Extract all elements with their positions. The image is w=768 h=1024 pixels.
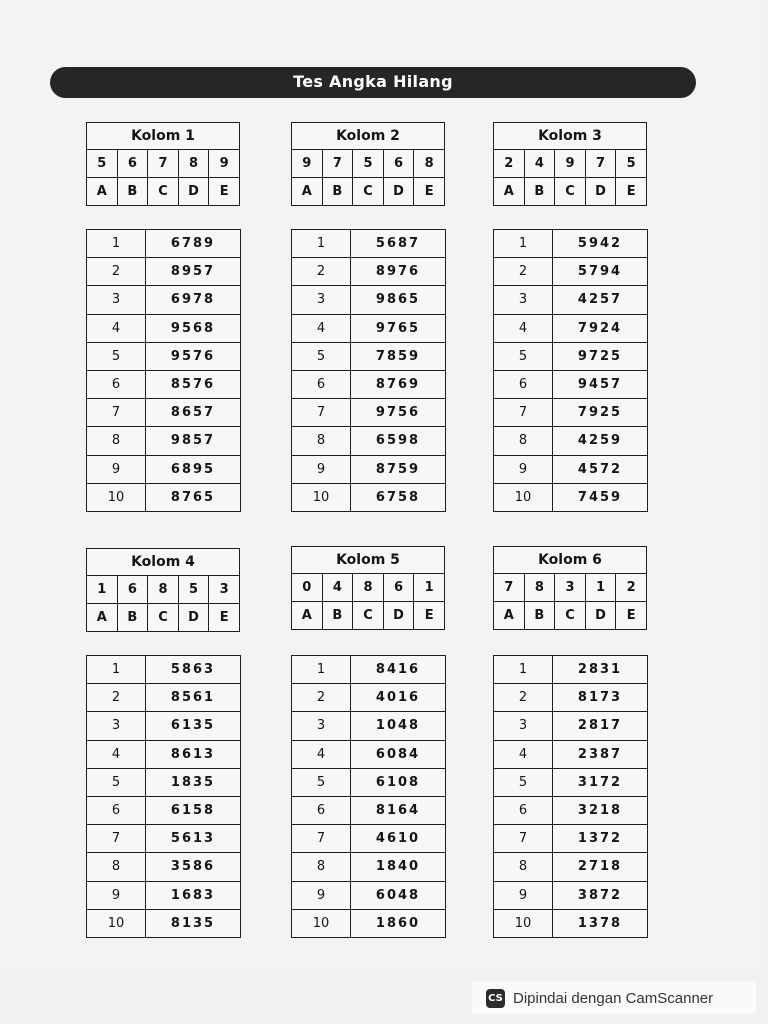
question-value: 9756	[351, 399, 446, 427]
key-letter: A	[292, 178, 323, 206]
question-number: 5	[292, 342, 351, 370]
question-number: 5	[494, 768, 553, 796]
question-value: 4257	[553, 286, 648, 314]
key-digit: 5	[353, 150, 384, 178]
question-value: 3872	[553, 881, 648, 909]
question-value: 6108	[351, 768, 446, 796]
question-number: 4	[494, 314, 553, 342]
question-value: 6048	[351, 881, 446, 909]
table-row	[494, 230, 648, 258]
key-letter: E	[414, 178, 445, 206]
table-row	[87, 342, 241, 370]
question-value: 8759	[351, 455, 446, 483]
question-value: 9576	[146, 342, 241, 370]
question-number: 1	[494, 656, 553, 684]
table-row	[494, 740, 648, 768]
question-number: 2	[494, 684, 553, 712]
key-digit: 4	[524, 150, 555, 178]
key-digit: 5	[616, 150, 647, 178]
key-digit: 4	[322, 574, 353, 602]
key-table	[493, 546, 647, 630]
key-digit: 7	[148, 150, 179, 178]
question-number: 7	[87, 825, 146, 853]
table-row	[494, 656, 648, 684]
question-number: 4	[292, 314, 351, 342]
question-number: 9	[292, 881, 351, 909]
key-table-block	[493, 122, 647, 206]
question-value: 4610	[351, 825, 446, 853]
table-row	[292, 909, 446, 937]
table-row	[292, 853, 446, 881]
question-value: 6758	[351, 483, 446, 511]
key-letter: A	[87, 178, 118, 206]
question-value: 1840	[351, 853, 446, 881]
key-digit: 8	[353, 574, 384, 602]
key-letter: B	[524, 602, 555, 630]
question-table	[493, 229, 648, 512]
watermark-text: Dipindai dengan CamScanner	[513, 989, 714, 1007]
key-letter: C	[148, 178, 179, 206]
question-number: 3	[494, 286, 553, 314]
column-heading: Kolom 2	[292, 123, 445, 150]
table-row	[87, 483, 241, 511]
question-number: 2	[292, 258, 351, 286]
key-table-block	[86, 122, 240, 206]
question-table-block	[291, 655, 446, 938]
key-letter: D	[178, 604, 209, 632]
key-table-block	[291, 546, 445, 630]
table-row	[87, 684, 241, 712]
table-row	[494, 825, 648, 853]
table-row	[292, 427, 446, 455]
table-row	[494, 768, 648, 796]
table-row	[292, 314, 446, 342]
question-number: 6	[292, 370, 351, 398]
camscanner-logo-icon: CS	[486, 989, 505, 1008]
question-value: 4572	[553, 455, 648, 483]
key-letter: E	[209, 178, 240, 206]
question-value: 6978	[146, 286, 241, 314]
table-row	[87, 455, 241, 483]
key-letter: A	[292, 602, 323, 630]
question-number: 1	[87, 230, 146, 258]
question-value: 8135	[146, 909, 241, 937]
question-value: 4016	[351, 684, 446, 712]
question-table-block	[493, 229, 648, 512]
question-value: 2718	[553, 853, 648, 881]
question-value: 9765	[351, 314, 446, 342]
question-number: 7	[494, 399, 553, 427]
question-number: 5	[87, 342, 146, 370]
question-number: 10	[292, 909, 351, 937]
key-digit: 8	[414, 150, 445, 178]
table-row	[87, 656, 241, 684]
question-value: 6158	[146, 796, 241, 824]
question-table	[86, 229, 241, 512]
key-letter: B	[322, 178, 353, 206]
column-heading: Kolom 1	[87, 123, 240, 150]
question-number: 7	[494, 825, 553, 853]
table-row	[494, 684, 648, 712]
question-number: 3	[292, 712, 351, 740]
question-value: 1683	[146, 881, 241, 909]
table-row	[87, 258, 241, 286]
key-digit: 1	[87, 576, 118, 604]
key-letter: B	[117, 178, 148, 206]
question-table	[291, 655, 446, 938]
table-row	[292, 258, 446, 286]
question-number: 2	[292, 684, 351, 712]
question-value: 8976	[351, 258, 446, 286]
key-letter: B	[524, 178, 555, 206]
question-number: 6	[292, 796, 351, 824]
question-number: 10	[87, 909, 146, 937]
question-number: 9	[87, 881, 146, 909]
question-number: 1	[292, 230, 351, 258]
table-row	[494, 796, 648, 824]
question-number: 5	[494, 342, 553, 370]
question-value: 2831	[553, 656, 648, 684]
key-letter: C	[353, 178, 384, 206]
key-table-block	[86, 548, 240, 632]
table-row	[494, 399, 648, 427]
key-letter: D	[585, 178, 616, 206]
question-number: 7	[292, 399, 351, 427]
question-value: 1048	[351, 712, 446, 740]
key-letter: C	[555, 602, 586, 630]
key-table	[86, 122, 240, 206]
question-number: 2	[494, 258, 553, 286]
question-table-block	[291, 229, 446, 512]
question-number: 4	[87, 740, 146, 768]
question-table	[291, 229, 446, 512]
key-digit: 9	[555, 150, 586, 178]
table-row	[292, 483, 446, 511]
question-value: 5863	[146, 656, 241, 684]
table-row	[87, 286, 241, 314]
key-digit: 6	[383, 574, 414, 602]
key-letter: B	[322, 602, 353, 630]
question-number: 9	[494, 881, 553, 909]
table-row	[494, 314, 648, 342]
question-value: 5942	[553, 230, 648, 258]
key-letter: E	[616, 178, 647, 206]
question-value: 7459	[553, 483, 648, 511]
key-digit: 2	[616, 574, 647, 602]
table-row	[292, 684, 446, 712]
question-number: 6	[494, 796, 553, 824]
table-row	[292, 399, 446, 427]
question-value: 1372	[553, 825, 648, 853]
key-digit: 7	[585, 150, 616, 178]
question-number: 3	[292, 286, 351, 314]
question-value: 6084	[351, 740, 446, 768]
question-value: 6135	[146, 712, 241, 740]
key-digit: 0	[292, 574, 323, 602]
column-heading: Kolom 5	[292, 547, 445, 574]
question-value: 5687	[351, 230, 446, 258]
question-value: 9865	[351, 286, 446, 314]
key-digit: 9	[209, 150, 240, 178]
question-value: 8561	[146, 684, 241, 712]
key-digit: 7	[322, 150, 353, 178]
key-digit: 6	[117, 150, 148, 178]
table-row	[87, 740, 241, 768]
table-row	[292, 230, 446, 258]
key-letter: D	[383, 178, 414, 206]
question-number: 8	[87, 853, 146, 881]
question-value: 6789	[146, 230, 241, 258]
key-digit: 1	[585, 574, 616, 602]
key-letter: D	[383, 602, 414, 630]
question-number: 10	[494, 483, 553, 511]
question-number: 4	[494, 740, 553, 768]
table-row	[87, 825, 241, 853]
question-number: 3	[87, 286, 146, 314]
table-row	[87, 796, 241, 824]
table-row	[87, 399, 241, 427]
table-row	[494, 483, 648, 511]
question-number: 3	[494, 712, 553, 740]
question-number: 10	[87, 483, 146, 511]
question-number: 9	[87, 455, 146, 483]
key-digit: 2	[494, 150, 525, 178]
question-number: 3	[87, 712, 146, 740]
question-number: 10	[494, 909, 553, 937]
question-table	[493, 655, 648, 938]
table-row	[292, 342, 446, 370]
table-row	[87, 909, 241, 937]
key-letter: A	[494, 178, 525, 206]
question-number: 2	[87, 258, 146, 286]
table-row	[87, 230, 241, 258]
column-heading: Kolom 4	[87, 549, 240, 576]
table-row	[494, 370, 648, 398]
column-heading: Kolom 3	[494, 123, 647, 150]
column-heading: Kolom 6	[494, 547, 647, 574]
question-number: 8	[494, 427, 553, 455]
question-value: 2817	[553, 712, 648, 740]
question-value: 5794	[553, 258, 648, 286]
key-digit: 5	[178, 576, 209, 604]
question-number: 10	[292, 483, 351, 511]
question-value: 9457	[553, 370, 648, 398]
table-row	[292, 825, 446, 853]
question-value: 7859	[351, 342, 446, 370]
question-table-block	[86, 229, 241, 512]
table-row	[87, 370, 241, 398]
question-number: 7	[87, 399, 146, 427]
key-digit: 9	[292, 150, 323, 178]
question-value: 7924	[553, 314, 648, 342]
table-row	[87, 314, 241, 342]
key-letter: D	[585, 602, 616, 630]
table-row	[494, 427, 648, 455]
table-row	[494, 455, 648, 483]
question-value: 2387	[553, 740, 648, 768]
question-number: 6	[87, 796, 146, 824]
question-value: 8173	[553, 684, 648, 712]
key-digit: 3	[209, 576, 240, 604]
question-number: 8	[87, 427, 146, 455]
question-value: 3586	[146, 853, 241, 881]
question-value: 9857	[146, 427, 241, 455]
key-letter: E	[616, 602, 647, 630]
key-digit: 6	[383, 150, 414, 178]
question-value: 8657	[146, 399, 241, 427]
camscanner-watermark	[472, 982, 756, 1014]
table-row	[87, 881, 241, 909]
question-value: 7925	[553, 399, 648, 427]
question-value: 8765	[146, 483, 241, 511]
key-digit: 8	[524, 574, 555, 602]
key-digit: 6	[117, 576, 148, 604]
key-digit: 5	[87, 150, 118, 178]
table-row	[292, 370, 446, 398]
key-letter: E	[414, 602, 445, 630]
key-digit: 1	[414, 574, 445, 602]
key-letter: C	[148, 604, 179, 632]
title-banner	[50, 67, 696, 98]
key-letter: C	[353, 602, 384, 630]
question-number: 2	[87, 684, 146, 712]
key-table	[291, 546, 445, 630]
question-value: 8769	[351, 370, 446, 398]
question-value: 6598	[351, 427, 446, 455]
page-title: Tes Angka Hilang	[293, 72, 453, 91]
table-row	[494, 342, 648, 370]
table-row	[87, 768, 241, 796]
table-row	[292, 881, 446, 909]
table-row	[292, 286, 446, 314]
question-value: 8164	[351, 796, 446, 824]
question-value: 8576	[146, 370, 241, 398]
question-table-block	[493, 655, 648, 938]
question-value: 1835	[146, 768, 241, 796]
table-row	[494, 712, 648, 740]
key-table	[291, 122, 445, 206]
key-digit: 7	[494, 574, 525, 602]
key-letter: A	[87, 604, 118, 632]
table-row	[494, 881, 648, 909]
key-letter: A	[494, 602, 525, 630]
question-number: 1	[494, 230, 553, 258]
table-row	[292, 712, 446, 740]
question-number: 4	[292, 740, 351, 768]
table-row	[494, 909, 648, 937]
question-table-block	[86, 655, 241, 938]
key-table	[493, 122, 647, 206]
question-value: 8613	[146, 740, 241, 768]
question-number: 7	[292, 825, 351, 853]
question-value: 5613	[146, 825, 241, 853]
table-row	[292, 656, 446, 684]
table-row	[87, 853, 241, 881]
table-row	[87, 712, 241, 740]
table-row	[87, 427, 241, 455]
question-value: 1378	[553, 909, 648, 937]
question-number: 6	[494, 370, 553, 398]
key-table	[86, 548, 240, 632]
table-row	[494, 286, 648, 314]
question-value: 1860	[351, 909, 446, 937]
table-row	[292, 768, 446, 796]
question-number: 1	[87, 656, 146, 684]
question-number: 1	[292, 656, 351, 684]
key-table-block	[291, 122, 445, 206]
question-number: 5	[87, 768, 146, 796]
key-letter: B	[117, 604, 148, 632]
table-row	[494, 853, 648, 881]
table-row	[292, 796, 446, 824]
question-value: 6895	[146, 455, 241, 483]
question-number: 8	[494, 853, 553, 881]
question-value: 8957	[146, 258, 241, 286]
key-letter: E	[209, 604, 240, 632]
question-number: 6	[87, 370, 146, 398]
question-value: 9725	[553, 342, 648, 370]
table-row	[494, 258, 648, 286]
key-table-block	[493, 546, 647, 630]
question-value: 4259	[553, 427, 648, 455]
key-digit: 3	[555, 574, 586, 602]
question-number: 9	[292, 455, 351, 483]
question-number: 8	[292, 853, 351, 881]
key-digit: 8	[178, 150, 209, 178]
question-number: 5	[292, 768, 351, 796]
key-letter: D	[178, 178, 209, 206]
question-value: 3218	[553, 796, 648, 824]
question-number: 9	[494, 455, 553, 483]
question-value: 9568	[146, 314, 241, 342]
question-value: 8416	[351, 656, 446, 684]
question-value: 3172	[553, 768, 648, 796]
key-letter: C	[555, 178, 586, 206]
question-number: 4	[87, 314, 146, 342]
table-row	[292, 455, 446, 483]
question-table	[86, 655, 241, 938]
question-number: 8	[292, 427, 351, 455]
key-digit: 8	[148, 576, 179, 604]
table-row	[292, 740, 446, 768]
